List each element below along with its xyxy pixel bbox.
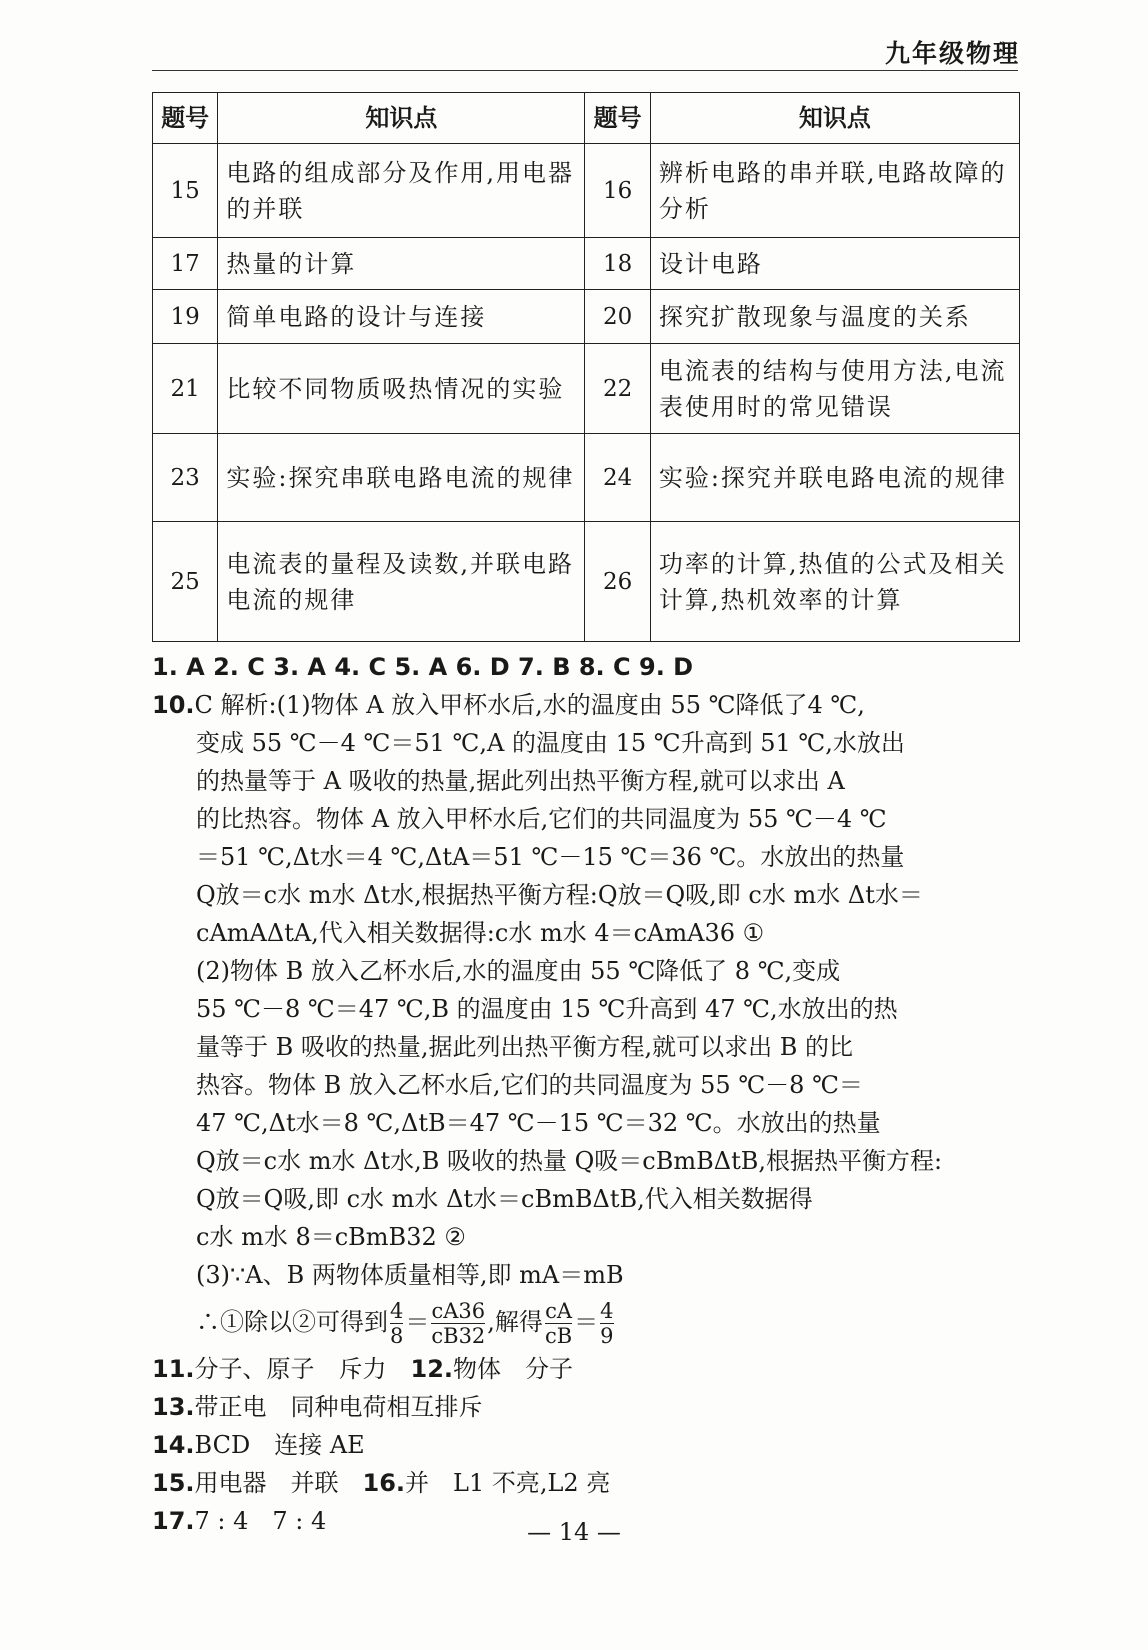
q10-line: c水 m水 8＝cBmB32 ②: [196, 1223, 466, 1251]
page-header-title: 九年级物理: [884, 39, 1020, 68]
fraction: [390, 1299, 403, 1348]
q10-line: 的热量等于 A 吸收的热量,据此列出热平衡方程,就可以求出 A: [196, 767, 845, 795]
question-number: 19: [153, 290, 218, 344]
q10-line: cAmAΔtA,代入相关数据得:c水 m水 4＝cAmA36 ①: [196, 919, 765, 947]
question-number: 24: [585, 434, 650, 522]
q10-line: (3)∵A、B 两物体质量相等,即 mA＝mB: [196, 1261, 624, 1289]
question-number: 15: [153, 144, 218, 238]
q10-line: 的比热容。物体 A 放入甲杯水后,它们的共同温度为 55 ℃－4 ℃: [196, 805, 887, 833]
q13-label: 13.: [152, 1393, 195, 1421]
fraction-denominator: 8: [390, 1324, 404, 1348]
question-number: 16: [585, 144, 650, 238]
col-header-knowledge: 知识点: [218, 93, 585, 144]
q12-label: 12.: [410, 1355, 454, 1383]
q10-final-equation: ∴①除以②可得到 $\frac{4}{8}$ ＝ $\frac{cA36}{cB32}$ ,解得 $\frac{cA}{cB}$ ＝ $\frac{4}{9}$: [196, 1299, 614, 1348]
knowledge-point: 设计电路: [650, 238, 1019, 290]
page-number: — 14 —: [527, 1518, 621, 1546]
col-header-number: 题号: [153, 93, 218, 144]
q13-answer: 带正电 同种电荷相互排斥: [194, 1393, 483, 1421]
knowledge-point: 比较不同物质吸热情况的实验: [218, 344, 585, 434]
question-number: 22: [585, 344, 650, 434]
question-number: 17: [153, 238, 218, 290]
q10-line: 量等于 B 吸收的热量,据此列出热平衡方程,就可以求出 B 的比: [196, 1033, 854, 1061]
q11-q12-line: [152, 1350, 1032, 1388]
q10-first-line: [152, 686, 1032, 724]
q10-final-prefix: ∴①除以②可得到: [196, 1308, 388, 1336]
q11-answer: 分子、原子 斥力: [194, 1355, 387, 1383]
knowledge-point: 电路的组成部分及作用,用电器的并联: [218, 144, 585, 238]
q11-label: 11.: [152, 1355, 195, 1383]
knowledge-point: 辨析电路的串并联,电路故障的分析: [650, 144, 1019, 238]
q17-answer: 7 : 4 7 : 4: [194, 1507, 327, 1535]
knowledge-point-table: [152, 92, 1020, 642]
question-number: 23: [153, 434, 218, 522]
fraction-denominator: 9: [600, 1324, 614, 1348]
fraction-denominator: cB: [544, 1324, 573, 1348]
q12-answer: 物体 分子: [453, 1355, 574, 1383]
fraction: [600, 1299, 613, 1348]
question-number: 18: [585, 238, 650, 290]
fraction: [431, 1299, 485, 1348]
table-row: [153, 290, 1020, 344]
q10-line: ＝51 ℃,Δt水＝4 ℃,ΔtA＝51 ℃－15 ℃＝36 ℃。水放出的热量: [196, 843, 905, 871]
table-row: [153, 522, 1020, 642]
q15-answer: 用电器 并联: [194, 1469, 339, 1497]
table-header-row: [153, 93, 1020, 144]
fraction-numerator: 4: [600, 1299, 614, 1323]
knowledge-point: 探究扩散现象与温度的关系: [650, 290, 1019, 344]
q15-q16-line: [152, 1464, 1032, 1502]
knowledge-point: 电流表的结构与使用方法,电流表使用时的常见错误: [650, 344, 1019, 434]
knowledge-point: 功率的计算,热值的公式及相关计算,热机效率的计算: [650, 522, 1019, 642]
col-header-number: 题号: [585, 93, 650, 144]
knowledge-point: 实验:探究并联电路电流的规律: [650, 434, 1019, 522]
q10-line: Q放＝c水 m水 Δt水,B 吸收的热量 Q吸＝cBmBΔtB,根据热平衡方程:: [196, 1147, 943, 1175]
q10-line: (2)物体 B 放入乙杯水后,水的温度由 55 ℃降低了 8 ℃,变成: [196, 957, 841, 985]
q15-label: 15.: [152, 1469, 195, 1497]
knowledge-point: 电流表的量程及读数,并联电路电流的规律: [218, 522, 585, 642]
fraction-numerator: 4: [390, 1299, 404, 1323]
header-divider: [152, 70, 1018, 71]
table-row: [153, 434, 1020, 522]
fraction-denominator: cB32: [431, 1324, 486, 1348]
question-number: 26: [585, 522, 650, 642]
knowledge-point: 简单电路的设计与连接: [218, 290, 585, 344]
q14-answer: BCD 连接 AE: [194, 1431, 365, 1459]
q14-label: 14.: [152, 1431, 195, 1459]
q10-line: Q放＝Q吸,即 c水 m水 Δt水＝cBmBΔtB,代入相关数据得: [196, 1185, 813, 1213]
table-row: [153, 344, 1020, 434]
question-number: 20: [585, 290, 650, 344]
q10-label: 10.: [152, 691, 195, 719]
answer-section: [152, 648, 1032, 1540]
q10-line: 热容。物体 B 放入乙杯水后,它们的共同温度为 55 ℃－8 ℃＝: [196, 1071, 863, 1099]
fraction: [545, 1299, 572, 1348]
q16-answer: 并 L1 不亮,L2 亮: [405, 1469, 611, 1497]
col-header-knowledge: 知识点: [650, 93, 1019, 144]
q10-line: 55 ℃－8 ℃＝47 ℃,B 的温度由 15 ℃升高到 47 ℃,水放出的热: [196, 995, 898, 1023]
q13-line: [152, 1388, 1032, 1426]
question-number: 21: [153, 344, 218, 434]
q10-final-mid: ,解得: [487, 1308, 543, 1336]
q16-label: 16.: [362, 1469, 406, 1497]
fraction-numerator: cA36: [431, 1299, 486, 1323]
q14-line: [152, 1426, 1032, 1464]
question-number: 25: [153, 522, 218, 642]
q17-label: 17.: [152, 1507, 195, 1535]
q10-line: C 解析:(1)物体 A 放入甲杯水后,水的温度由 55 ℃降低了4 ℃,: [194, 691, 865, 719]
table-row: [153, 144, 1020, 238]
q10-line: 47 ℃,Δt水＝8 ℃,ΔtB＝47 ℃－15 ℃＝32 ℃。水放出的热量: [196, 1109, 881, 1137]
choice-answers: 1. A 2. C 3. A 4. C 5. A 6. D 7. B 8. C 9. D: [152, 653, 694, 681]
table-row: [153, 238, 1020, 290]
q10-line: Q放＝c水 m水 Δt水,根据热平衡方程:Q放＝Q吸,即 c水 m水 Δt水＝: [196, 881, 923, 909]
fraction-numerator: cA: [545, 1299, 572, 1323]
knowledge-point: 实验:探究串联电路电流的规律: [218, 434, 585, 522]
knowledge-point: 热量的计算: [218, 238, 585, 290]
q10-line: 变成 55 ℃－4 ℃＝51 ℃,A 的温度由 15 ℃升高到 51 ℃,水放出: [196, 729, 905, 757]
